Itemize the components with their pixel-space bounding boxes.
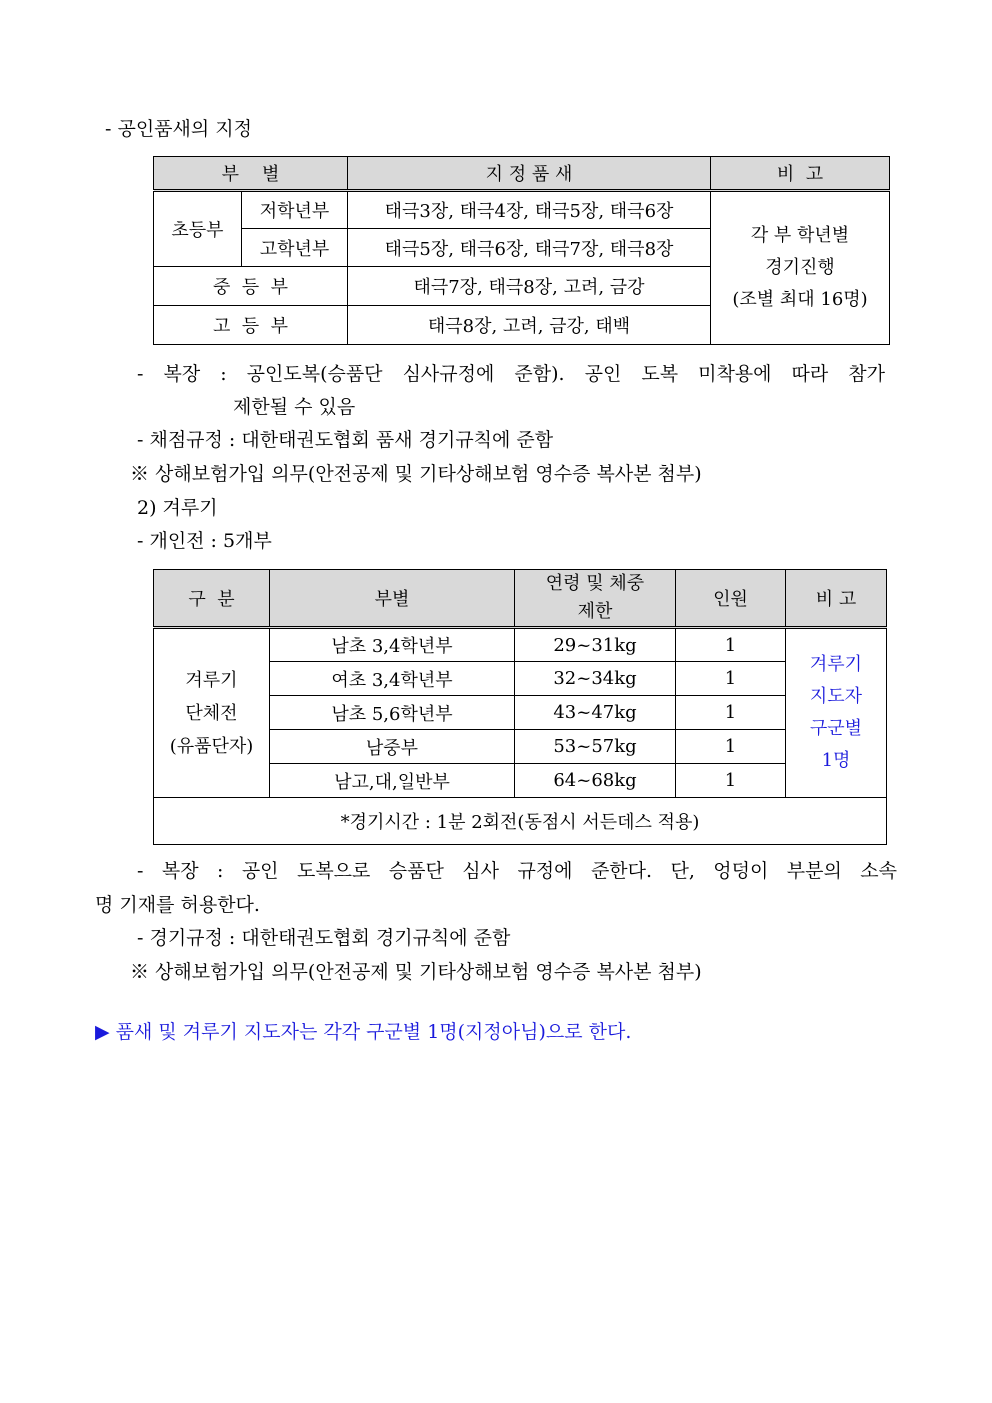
kyorugi-table bbox=[153, 569, 887, 845]
poomsae-note-line: 경기진행 bbox=[765, 257, 835, 278]
kyorugi-group-cell bbox=[154, 628, 270, 798]
kyorugi-count: 1 bbox=[676, 730, 786, 764]
kyorugi-count: 1 bbox=[676, 764, 786, 798]
kyorugi-note-cell bbox=[786, 628, 887, 798]
kyorugi-count: 1 bbox=[676, 628, 786, 662]
kyorugi-individual: - 개인전 : 5개부 bbox=[137, 530, 272, 552]
kyorugi-weight: 29~31kg bbox=[515, 628, 676, 662]
poomsae-sub-upper: 고학년부 bbox=[242, 229, 348, 267]
poomsae-note-line: 각 부 학년별 bbox=[750, 225, 850, 246]
kyorugi-weight: 53~57kg bbox=[515, 730, 676, 764]
kyorugi-header-category: 구 분 bbox=[154, 570, 270, 628]
poomsae-forms-row: 태극8장, 고려, 금강, 태백 bbox=[348, 306, 711, 345]
kyorugi-header-age-weight-line2: 제한 bbox=[577, 601, 613, 622]
poomsae-table bbox=[153, 156, 890, 345]
kyorugi-heading: 2) 겨루기 bbox=[137, 497, 218, 519]
kyorugi-group-line: (유품단자) bbox=[169, 735, 254, 757]
kyorugi-rules: - 경기규정 : 대한태권도협회 경기규칙에 준함 bbox=[137, 927, 511, 949]
kyorugi-header-age-weight bbox=[515, 570, 676, 628]
kyorugi-note-line: 겨루기 bbox=[809, 654, 863, 675]
poomsae-group-middle: 중 등 부 bbox=[154, 267, 348, 306]
kyorugi-division: 남고,대,일반부 bbox=[270, 764, 515, 798]
poomsae-sub-lower: 저학년부 bbox=[242, 191, 348, 229]
poomsae-group-high: 고 등 부 bbox=[154, 306, 348, 345]
kyorugi-uniform-line2: 명 기재를 허용한다. bbox=[95, 894, 260, 916]
poomsae-group-elementary: 초등부 bbox=[154, 191, 242, 267]
poomsae-note-line: (조별 최대 16명) bbox=[732, 289, 868, 310]
kyorugi-group-line: 단체전 bbox=[185, 702, 238, 724]
kyorugi-header-age-weight-line1: 연령 및 체중 bbox=[545, 573, 645, 594]
final-note: ▶ 품새 및 겨루기 지도자는 각각 구군별 1명(지정아님)으로 한다. bbox=[95, 1021, 632, 1043]
kyorugi-division: 남초 3,4학년부 bbox=[270, 628, 515, 662]
kyorugi-count: 1 bbox=[676, 662, 786, 696]
kyorugi-weight: 32~34kg bbox=[515, 662, 676, 696]
kyorugi-group-line: 겨루기 bbox=[185, 669, 238, 691]
poomsae-insurance: ※ 상해보험가입 의무(안전공제 및 기타상해보험 영수증 복사본 첨부) bbox=[130, 463, 702, 485]
kyorugi-division: 남중부 bbox=[270, 730, 515, 764]
poomsae-uniform-line2: 제한될 수 있음 bbox=[233, 396, 356, 418]
poomsae-forms-row: 태극3장, 태극4장, 태극5장, 태극6장 bbox=[348, 191, 711, 229]
kyorugi-note-line: 구군별 bbox=[809, 718, 863, 739]
kyorugi-division: 남초 5,6학년부 bbox=[270, 696, 515, 730]
kyorugi-insurance: ※ 상해보험가입 의무(안전공제 및 기타상해보험 영수증 복사본 첨부) bbox=[130, 961, 702, 983]
poomsae-uniform-line1: - 복장 : 공인도복(승품단 심사규정에 준함). 공인 도복 미착용에 따라 참가 bbox=[137, 363, 885, 385]
kyorugi-note-line: 지도자 bbox=[809, 686, 863, 707]
kyorugi-uniform-line1: - 복장 : 공인 도복으로 승품단 심사 규정에 준한다. 단, 엉덩이 부분의 소속 bbox=[137, 860, 897, 882]
poomsae-note-cell bbox=[711, 191, 890, 345]
poomsae-scoring: - 채점규정 : 대한태권도협회 품새 경기규칙에 준함 bbox=[137, 429, 554, 451]
kyorugi-weight: 64~68kg bbox=[515, 764, 676, 798]
kyorugi-note-line: 1명 bbox=[821, 750, 851, 771]
kyorugi-division: 여초 3,4학년부 bbox=[270, 662, 515, 696]
poomsae-forms-row: 태극5장, 태극6장, 태극7장, 태극8장 bbox=[348, 229, 711, 267]
poomsae-forms-row: 태극7장, 태극8장, 고려, 금강 bbox=[348, 267, 711, 306]
poomsae-header-note: 비 고 bbox=[711, 157, 890, 191]
kyorugi-header-count: 인원 bbox=[676, 570, 786, 628]
kyorugi-header-division: 부별 bbox=[270, 570, 515, 628]
kyorugi-weight: 43~47kg bbox=[515, 696, 676, 730]
kyorugi-header-note: 비 고 bbox=[786, 570, 887, 628]
kyorugi-count: 1 bbox=[676, 696, 786, 730]
poomsae-heading: - 공인품새의 지정 bbox=[105, 118, 252, 140]
poomsae-header-division: 부 별 bbox=[154, 157, 348, 191]
kyorugi-footer: *경기시간 : 1분 2회전(동점시 서든데스 적용) bbox=[154, 798, 887, 845]
poomsae-header-forms: 지 정 품 새 bbox=[348, 157, 711, 191]
